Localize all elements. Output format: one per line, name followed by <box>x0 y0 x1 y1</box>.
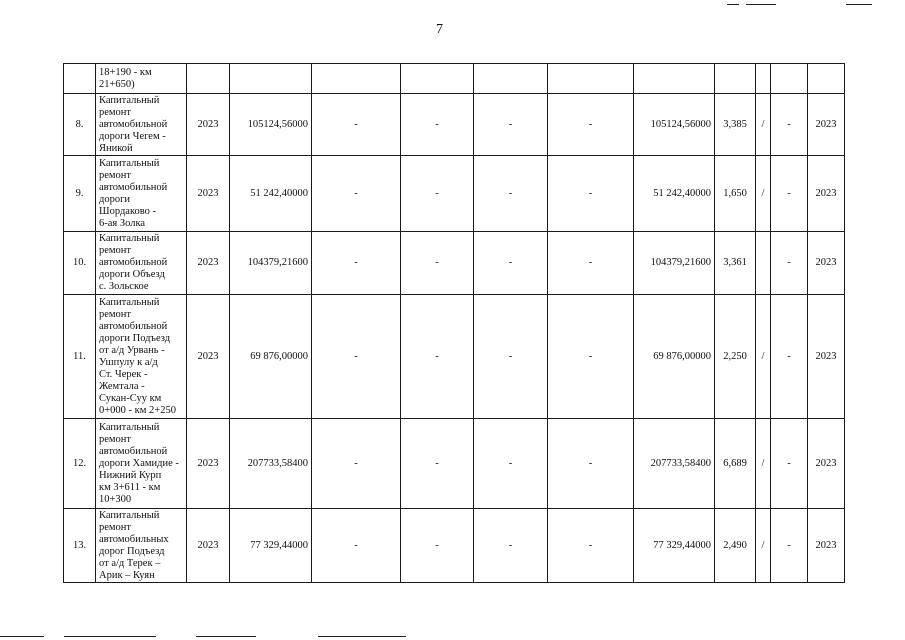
amount-cell: 77 329,44000 <box>634 509 715 583</box>
mark-cell: / <box>756 94 771 156</box>
year-cell: 2023 <box>187 94 230 156</box>
road-name: Капитальный ремонт автомобильной дороги Хамидие - Нижний Курп км 3+611 - км 10+300 <box>96 419 187 509</box>
scan-mark <box>64 636 156 637</box>
dash-cell: - <box>312 419 401 509</box>
dash-cell: - <box>401 232 474 295</box>
scan-mark <box>318 636 406 637</box>
road-name: 18+190 - км 21+650) <box>96 64 187 94</box>
row-number: 13. <box>64 509 96 583</box>
row-number <box>64 64 96 94</box>
dash-cell: - <box>312 295 401 419</box>
table-row <box>64 94 845 156</box>
scan-mark <box>196 636 256 637</box>
total-cell: 69 876,00000 <box>230 295 312 419</box>
total-cell: 105124,56000 <box>230 94 312 156</box>
road-name: Капитальный ремонт автомобильной дороги Чегем - Яникой <box>96 94 187 156</box>
row-number: 9. <box>64 156 96 232</box>
dash-cell: - <box>771 419 808 509</box>
length-cell: 6,689 <box>715 419 756 509</box>
dash-cell: - <box>548 156 634 232</box>
dash-cell: - <box>474 94 548 156</box>
table-row <box>64 64 845 94</box>
scan-mark <box>746 4 776 5</box>
amount-cell: 69 876,00000 <box>634 295 715 419</box>
mark-cell <box>756 232 771 295</box>
amount-cell: 105124,56000 <box>634 94 715 156</box>
year-cell: 2023 <box>187 295 230 419</box>
year-cell: 2023 <box>187 232 230 295</box>
table-row <box>64 156 845 232</box>
dash-cell: - <box>401 156 474 232</box>
end-year-cell: 2023 <box>808 94 845 156</box>
length-cell: 2,250 <box>715 295 756 419</box>
dash-cell: - <box>771 509 808 583</box>
scan-mark <box>727 4 739 5</box>
dash-cell: - <box>474 419 548 509</box>
dash-cell: - <box>474 509 548 583</box>
dash-cell: - <box>548 94 634 156</box>
total-cell: 77 329,44000 <box>230 509 312 583</box>
dash-cell: - <box>401 94 474 156</box>
road-name: Капитальный ремонт автомобильной дороги Шордаково - 6-ая Золка <box>96 156 187 232</box>
amount-cell: 51 242,40000 <box>634 156 715 232</box>
road-name: Капитальный ремонт автомобильных дорог Подъезд от а/д Терек – Арик – Куян <box>96 509 187 583</box>
dash-cell: - <box>771 94 808 156</box>
row-number: 8. <box>64 94 96 156</box>
length-cell: 2,490 <box>715 509 756 583</box>
dash-cell: - <box>401 295 474 419</box>
length-cell: 3,385 <box>715 94 756 156</box>
table-row <box>64 509 845 583</box>
end-year-cell: 2023 <box>808 509 845 583</box>
row-number: 10. <box>64 232 96 295</box>
mark-cell: / <box>756 509 771 583</box>
dash-cell: - <box>548 419 634 509</box>
scan-mark <box>0 636 44 637</box>
total-cell: 207733,58400 <box>230 419 312 509</box>
table-row <box>64 232 845 295</box>
row-number: 12. <box>64 419 96 509</box>
roads-table <box>63 63 845 583</box>
dash-cell: - <box>312 156 401 232</box>
year-cell: 2023 <box>187 419 230 509</box>
dash-cell: - <box>771 295 808 419</box>
dash-cell: - <box>548 509 634 583</box>
dash-cell: - <box>312 94 401 156</box>
end-year-cell: 2023 <box>808 156 845 232</box>
table-row <box>64 295 845 419</box>
dash-cell: - <box>548 295 634 419</box>
road-name: Капитальный ремонт автомобильной дороги Объезд с. Зольское <box>96 232 187 295</box>
dash-cell: - <box>474 232 548 295</box>
mark-cell: / <box>756 156 771 232</box>
dash-cell: - <box>474 295 548 419</box>
end-year-cell: 2023 <box>808 419 845 509</box>
amount-cell: 104379,21600 <box>634 232 715 295</box>
dash-cell: - <box>401 509 474 583</box>
table-row <box>64 419 845 509</box>
page-number: 7 <box>436 22 443 37</box>
end-year-cell: 2023 <box>808 232 845 295</box>
length-cell: 1,650 <box>715 156 756 232</box>
year-cell: 2023 <box>187 509 230 583</box>
dash-cell: - <box>401 419 474 509</box>
dash-cell: - <box>548 232 634 295</box>
dash-cell: - <box>771 156 808 232</box>
total-cell: 51 242,40000 <box>230 156 312 232</box>
mark-cell: / <box>756 295 771 419</box>
dash-cell: - <box>312 232 401 295</box>
total-cell: 104379,21600 <box>230 232 312 295</box>
mark-cell: / <box>756 419 771 509</box>
year-cell: 2023 <box>187 156 230 232</box>
end-year-cell: 2023 <box>808 295 845 419</box>
road-name: Капитальный ремонт автомобильной дороги Подъезд от а/д Урвань - Ушпулу к а/д Ст. Черек - Жемтала - Сукан-Суу км 0+000 - км 2+250 <box>96 295 187 419</box>
dash-cell: - <box>771 232 808 295</box>
dash-cell: - <box>474 156 548 232</box>
dash-cell: - <box>312 509 401 583</box>
amount-cell: 207733,58400 <box>634 419 715 509</box>
row-number: 11. <box>64 295 96 419</box>
scan-mark <box>846 4 872 5</box>
length-cell: 3,361 <box>715 232 756 295</box>
